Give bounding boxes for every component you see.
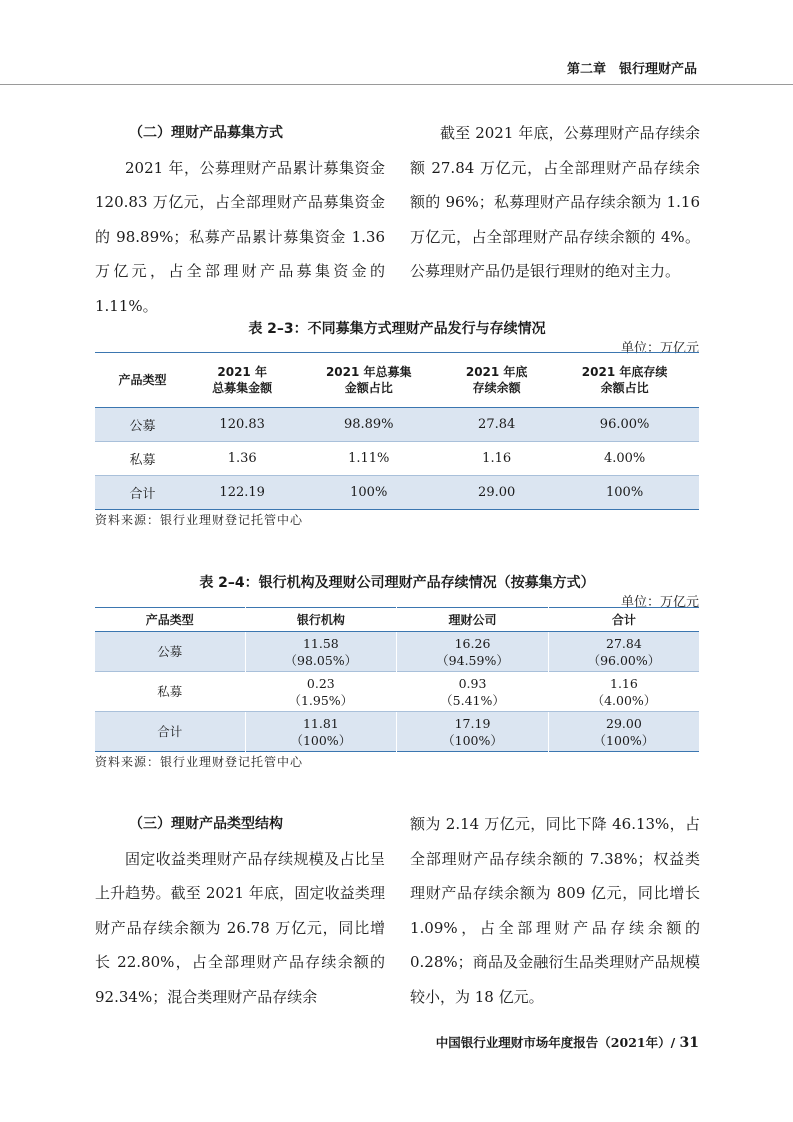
section3-right-column: [410, 807, 700, 1014]
table-cell: [397, 712, 549, 752]
cell-value: 1.16: [610, 675, 638, 691]
table2-header: 合计: [548, 608, 699, 632]
table-cell: [548, 672, 699, 712]
cell-value: 17.19: [454, 715, 491, 731]
table1-header: 2021 年底 存续余额: [443, 353, 550, 408]
table-cell: [397, 672, 549, 712]
cell-share: （1.95%）: [288, 692, 354, 708]
table1-header: 2021 年 总募集金额: [190, 353, 294, 408]
table-cell: 1.11%: [294, 442, 443, 476]
table2-unit: 单位：万亿元: [620, 595, 699, 610]
cell-value: 0.23: [306, 675, 335, 691]
table1-header: 产品类型: [95, 353, 190, 408]
table1-unit: 单位：万亿元: [620, 341, 699, 356]
table-row: [95, 672, 699, 712]
section3-left-column: [95, 807, 385, 1014]
table-cell: 合计: [95, 476, 190, 510]
table2-header: 理财公司: [397, 608, 549, 632]
section2-right-column: [410, 116, 700, 289]
table2-title: 表 2–4：银行机构及理财公司理财产品存续情况（按募集方式）: [199, 575, 595, 591]
cell-value: 11.81: [302, 715, 339, 731]
cell-share: （100%）: [290, 732, 352, 748]
table-cell: 122.19: [190, 476, 294, 510]
table-cell: 100%: [550, 476, 699, 510]
cell-value: 11.58: [302, 635, 339, 651]
table-cell: 合计: [95, 712, 245, 752]
section2-heading: （二）理财产品募集方式: [129, 125, 283, 141]
cell-share: （100%）: [442, 732, 503, 748]
table1: [95, 352, 699, 510]
table-cell: [245, 712, 397, 752]
table-row: [95, 442, 699, 476]
table-cell: [245, 672, 397, 712]
section3-left-paragraph: 固定收益类理财产品存续规模及占比呈上升趋势。截至 2021 年底，固定收益类理财产品存续余额为 26.78 万亿元，同比增长 22.80%，占全部理财产品存续余额的 92.34%；混合类理财产品存续余: [95, 849, 385, 1006]
table-cell: 私募: [95, 442, 190, 476]
table-cell: 98.89%: [294, 408, 443, 442]
table2-source: 资料来源：银行业理财登记托管中心: [95, 755, 304, 769]
table2-header: 产品类型: [95, 608, 245, 632]
cell-share: （4.00%）: [591, 692, 657, 708]
table-cell: 私募: [95, 672, 245, 712]
section2-right-paragraph: 截至 2021 年底，公募理财产品存续余额 27.84 万亿元，占全部理财产品存续余额的 96%；私募理财产品存续余额为 1.16 万亿元，占全部理财产品存续余额的 4%。公募理财产品仍是银行理财的绝对主力。: [410, 124, 700, 280]
table-cell: 27.84: [443, 408, 550, 442]
table1-header-row: [95, 353, 699, 408]
table-cell: 公募: [95, 408, 190, 442]
table1-header: 2021 年底存续 余额占比: [550, 353, 699, 408]
section3-heading: （三）理财产品类型结构: [129, 816, 283, 832]
cell-share: （100%）: [593, 732, 655, 748]
cell-value: 0.93: [458, 675, 487, 691]
cell-share: （98.05%）: [284, 652, 358, 668]
section3-right-paragraph: 额为 2.14 万亿元，同比下降 46.13%，占全部理财产品存续余额的 7.38%；权益类理财产品存续余额为 809 亿元，同比增长 1.09%，占全部理财产品存续余额的 0.28%；商品及金融衍生品类理财产品规模较小，为 18 亿元。: [410, 815, 700, 1006]
section2-left-paragraph: 2021 年，公募理财产品累计募集资金 120.83 万亿元，占全部理财产品募集资金的 98.89%；私募产品累计募集资金 1.36 万亿元，占全部理财产品募集资金的 1.11%。: [95, 158, 385, 315]
cell-value: 29.00: [606, 715, 642, 731]
table-cell: 4.00%: [550, 442, 699, 476]
table-cell: 公募: [95, 632, 245, 672]
table-cell: [397, 632, 549, 672]
table-cell: [548, 632, 699, 672]
cell-value: 27.84: [606, 635, 642, 651]
table-cell: [548, 712, 699, 752]
page-number: 31: [679, 1035, 699, 1051]
table2-header: 银行机构: [245, 608, 397, 632]
table-cell: 96.00%: [550, 408, 699, 442]
footer-title: 中国银行业理财市场年度报告（2021年）/: [435, 1035, 676, 1050]
table-row: [95, 408, 699, 442]
table1-header: 2021 年总募集 金额占比: [294, 353, 443, 408]
cell-share: （94.59%）: [436, 652, 509, 668]
running-head: 第二章 银行理财产品: [566, 62, 697, 77]
table-cell: 1.36: [190, 442, 294, 476]
table-row: [95, 476, 699, 510]
table-cell: 120.83: [190, 408, 294, 442]
cell-share: （5.41%）: [440, 692, 505, 708]
table-cell: 29.00: [443, 476, 550, 510]
table1-source: 资料来源：银行业理财登记托管中心: [95, 513, 304, 527]
table2: [95, 607, 699, 752]
header-divider: [0, 84, 793, 85]
table-row: [95, 632, 699, 672]
cell-value: 16.26: [454, 635, 491, 651]
table-cell: [245, 632, 397, 672]
table-cell: 100%: [294, 476, 443, 510]
table2-header-row: [95, 608, 699, 632]
cell-share: （96.00%）: [587, 652, 661, 668]
table1-title: 表 2–3：不同募集方式理财产品发行与存续情况: [248, 321, 546, 337]
table-cell: 1.16: [443, 442, 550, 476]
table-row: [95, 712, 699, 752]
page-footer: [436, 1033, 699, 1051]
section2-left-column: [95, 116, 385, 323]
